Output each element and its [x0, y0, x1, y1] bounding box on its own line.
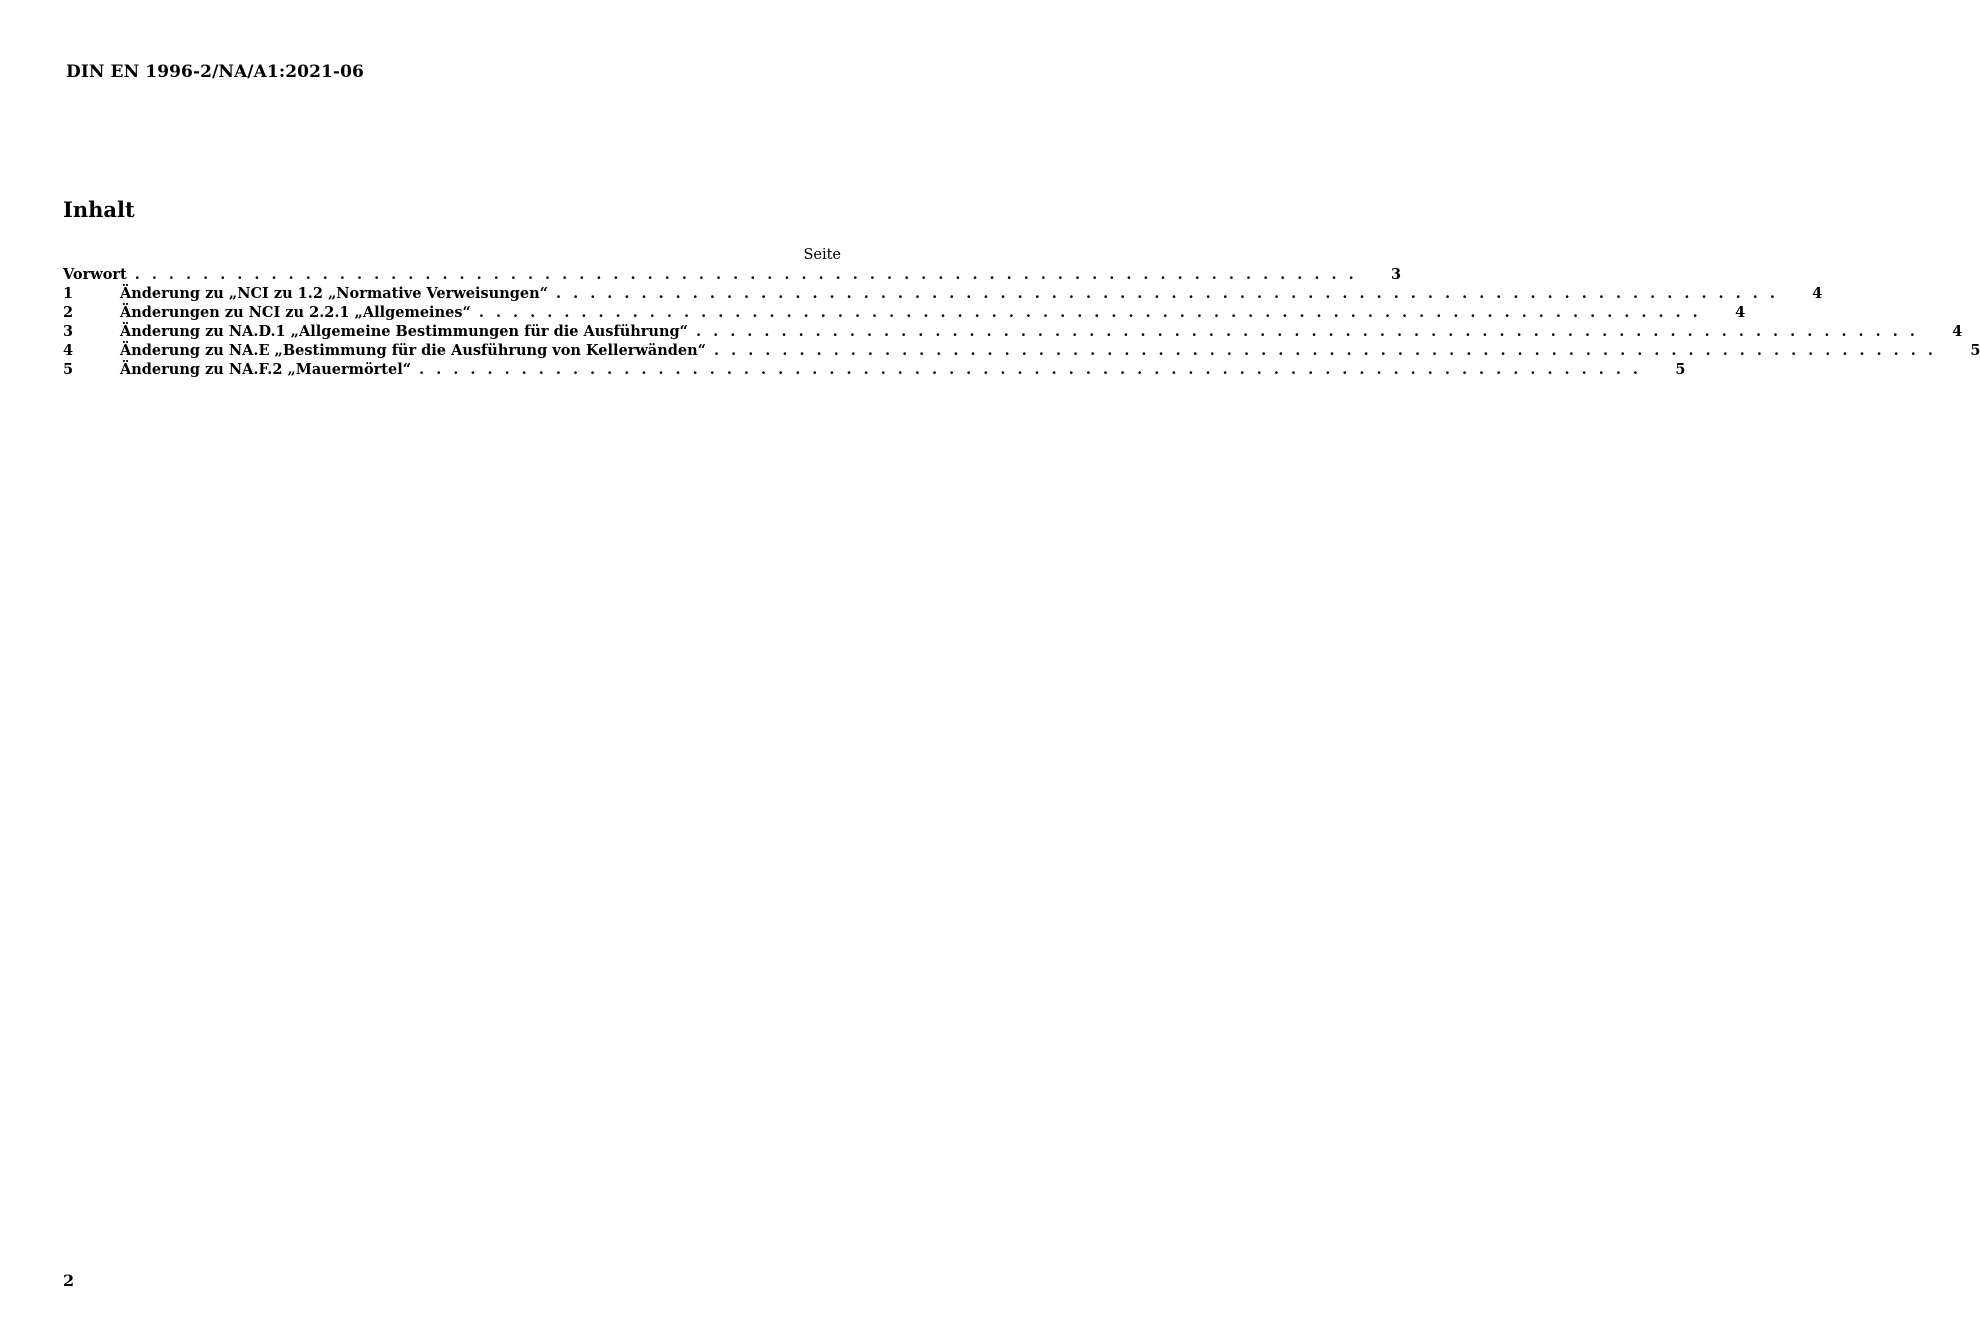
- toc-entry-text: Änderung zu NA.E „Bestimmung für die Ausführung von Kellerwänden“: [120, 342, 707, 359]
- toc-entry-page: 3: [1391, 266, 1402, 283]
- toc-entry-vorwort[interactable]: [63, 265, 1402, 284]
- toc-entry-page: 4: [1952, 323, 1963, 340]
- toc-leader-dots: . . . . . . . . . . . . . . . . . . . . . . . . . . . . . . . . . . . . . . . . . . . . . . . . . . . . . . . . . . . . . . . . . . . . . . . .: [419, 361, 1642, 378]
- toc-entry-2[interactable]: [63, 303, 1746, 322]
- toc-entry-text: Änderung zu „NCI zu 1.2 „Normative Verweisungen“: [120, 285, 548, 302]
- toc-entry-text: Änderung zu NA.D.1 „Allgemeine Bestimmungen für die Ausführung“: [120, 323, 688, 340]
- toc-leader-dots: . . . . . . . . . . . . . . . . . . . . . . . . . . . . . . . . . . . . . . . . . . . . . . . . . . . . . . . . . . . . . . . . . . . . . . . .: [478, 304, 1702, 321]
- toc-entry-5[interactable]: [63, 360, 1686, 379]
- toc-title: Inhalt: [63, 197, 135, 222]
- toc-leader-dots: . . . . . . . . . . . . . . . . . . . . . . . . . . . . . . . . . . . . . . . . . . . . . . . . . . . . . . . . . . . . . . . . . . . . . . . .: [556, 285, 1779, 302]
- toc-entry-4[interactable]: [63, 341, 1980, 360]
- toc-leader-dots: . . . . . . . . . . . . . . . . . . . . . . . . . . . . . . . . . . . . . . . . . . . . . . . . . . . . . . . . . . . . . . . . . . . . . . . .: [134, 266, 1358, 283]
- toc-entry-number: 3: [63, 323, 74, 340]
- toc-entry-text: Änderungen zu NCI zu 2.2.1 „Allgemeines“: [120, 304, 471, 321]
- table-of-contents: [63, 246, 1980, 379]
- toc-entry-1[interactable]: [63, 284, 1823, 303]
- toc-page-column-label: Seite: [803, 247, 841, 263]
- toc-entry-number: 2: [63, 304, 74, 321]
- toc-entry-text: Änderung zu NA.F.2 „Mauermörtel“: [120, 361, 412, 378]
- toc-entry-page: 4: [1735, 304, 1746, 321]
- toc-entry-number: 5: [63, 361, 74, 378]
- document-id-header: DIN EN 1996-2/NA/A1:2021-06: [66, 62, 364, 82]
- page-number: 2: [63, 1271, 75, 1290]
- toc-entry-number: 1: [63, 285, 74, 302]
- toc-entry-number: 4: [63, 342, 74, 359]
- toc-entry-page: 5: [1970, 342, 1980, 359]
- toc-entry-3[interactable]: [63, 322, 1963, 341]
- toc-entry-page: 4: [1812, 285, 1823, 302]
- toc-entry-text: Vorwort: [63, 266, 127, 283]
- toc-entry-page: 5: [1675, 361, 1686, 378]
- toc-leader-dots: . . . . . . . . . . . . . . . . . . . . . . . . . . . . . . . . . . . . . . . . . . . . . . . . . . . . . . . . . . . . . . . . . . . . . . . .: [696, 323, 1919, 340]
- toc-leader-dots: . . . . . . . . . . . . . . . . . . . . . . . . . . . . . . . . . . . . . . . . . . . . . . . . . . . . . . . . . . . . . . . . . . . . . . . .: [714, 342, 1937, 359]
